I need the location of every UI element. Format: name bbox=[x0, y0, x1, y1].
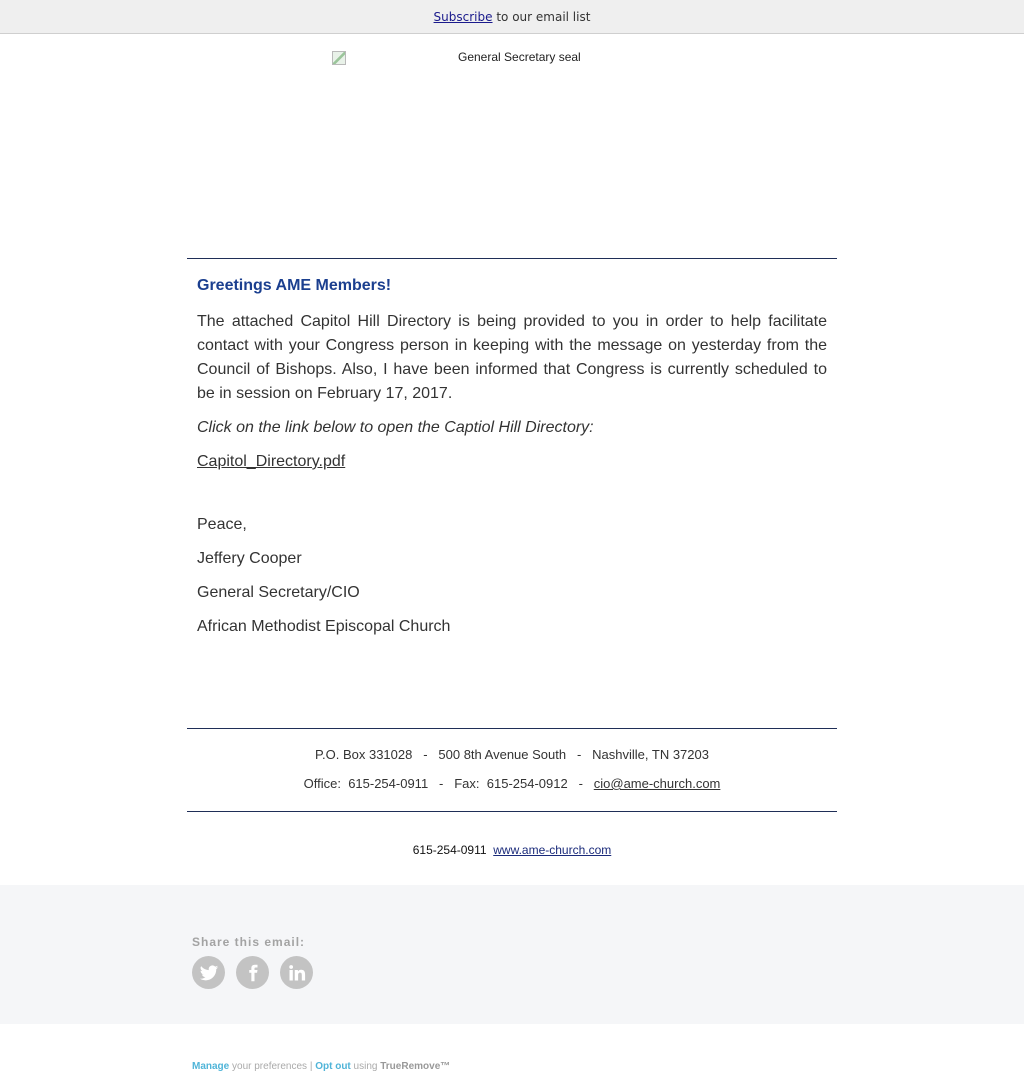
website-link[interactable]: www.ame-church.com bbox=[493, 843, 612, 857]
broken-image-icon bbox=[332, 51, 346, 65]
top-divider bbox=[187, 258, 837, 259]
office-label: Office: bbox=[303, 776, 341, 791]
capitol-directory-link[interactable]: Capitol_Directory.pdf bbox=[197, 453, 346, 470]
linkedin-icon bbox=[288, 964, 306, 982]
contact-bottom-divider bbox=[187, 811, 837, 812]
opt-out-link[interactable]: Opt out bbox=[315, 1061, 351, 1072]
trueremove-brand: TrueRemove™ bbox=[380, 1061, 451, 1072]
general-secretary-seal-image bbox=[332, 50, 581, 65]
address-line: P.O. Box 331028 - 500 8th Avenue South - Nashville, TN 37203 bbox=[315, 747, 709, 762]
facebook-share-button[interactable] bbox=[236, 956, 269, 989]
fax-phone: 615-254-0912 bbox=[486, 776, 568, 791]
share-footer bbox=[0, 885, 1024, 1072]
social-share-buttons bbox=[192, 956, 313, 989]
preferences-line: Manage your preferences | Opt out using TrueRemove™ bbox=[192, 1061, 451, 1072]
twitter-share-button[interactable] bbox=[192, 956, 225, 989]
subscribe-link[interactable]: Subscribe bbox=[433, 9, 493, 24]
manage-link[interactable]: Manage bbox=[192, 1061, 230, 1072]
share-label: Share this email: bbox=[192, 935, 306, 949]
greeting-heading: Greetings AME Members! bbox=[197, 277, 392, 294]
message-paragraph: The attached Capitol Hill Directory is being provided to you in order to help facilitate contact with your Congress person in keeping with the message on yesterday from the Council of Bishops. Also, I have been informed that Congress is currently scheduled to be in session on February 17, 2017. bbox=[197, 313, 827, 402]
linkedin-share-button[interactable] bbox=[280, 956, 313, 989]
facebook-icon bbox=[244, 964, 262, 982]
po-box: P.O. Box 331028 bbox=[315, 747, 413, 762]
footer-phone: 615-254-0911 bbox=[412, 843, 487, 857]
signer-name: Jeffery Cooper bbox=[197, 550, 302, 567]
contact-block bbox=[187, 729, 837, 811]
city-state-zip: Nashville, TN 37203 bbox=[592, 747, 709, 762]
signer-title: General Secretary/CIO bbox=[197, 584, 360, 601]
street-address: 500 8th Avenue South bbox=[438, 747, 567, 762]
phone-fax-line: Office: 615-254-0911 - Fax: 615-254-0912 - cio@ame-church.com bbox=[303, 776, 721, 791]
fax-label: Fax: bbox=[454, 776, 480, 791]
office-phone: 615-254-0911 bbox=[348, 776, 429, 791]
closing-text: Peace, bbox=[197, 516, 247, 533]
header-image-area bbox=[187, 34, 837, 258]
instruction-text: Click on the link below to open the Captiol Hill Directory: bbox=[197, 419, 594, 436]
footer-contact-line bbox=[187, 843, 837, 857]
email-link[interactable]: cio@ame-church.com bbox=[593, 776, 721, 791]
email-body bbox=[187, 34, 837, 857]
twitter-icon bbox=[199, 963, 219, 983]
subscribe-text: to our email list bbox=[496, 9, 591, 24]
seal-alt-text: General Secretary seal bbox=[458, 50, 581, 64]
message-content bbox=[187, 276, 837, 728]
subscribe-bar bbox=[0, 0, 1024, 34]
organization-name: African Methodist Episcopal Church bbox=[197, 618, 451, 635]
